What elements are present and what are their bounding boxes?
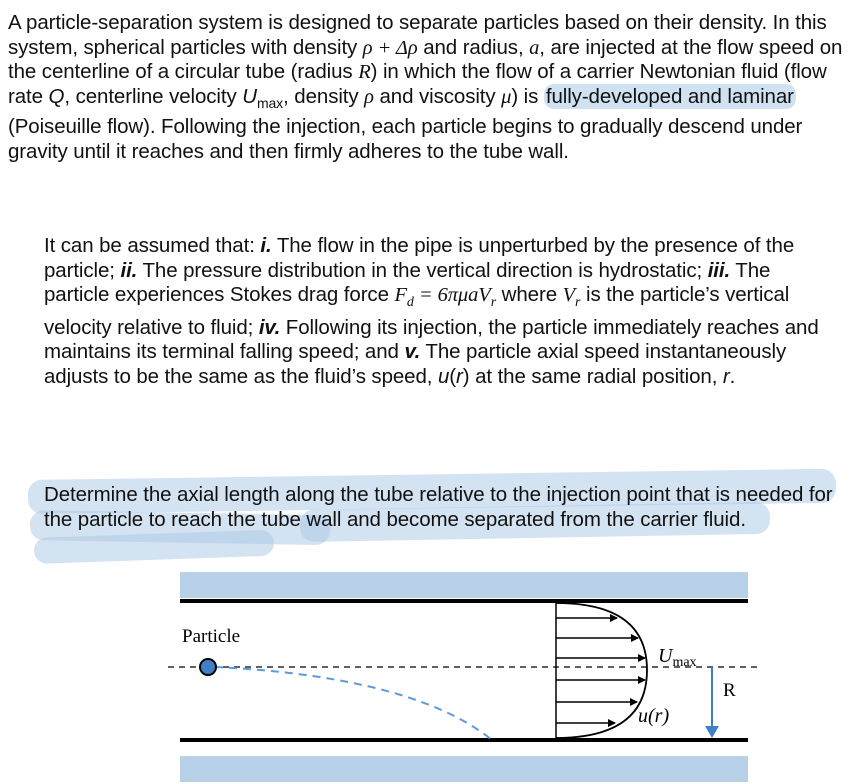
- intro-paragraph: A particle-separation system is designed to separate particles based on their density. In this system, spherical particles with density ρ + Δρ and radius, a, are injected at the flow speed on the centerline of a circular tube (radius R) in which the flow of a carrier Newtonian fluid (flow rate Q, centerline velocity $U_{max}$, density ρ and viscosity μ) is fully-developed and laminar (Poiseuille flow). Following the injection, each particle begins to gradually descend under gravity until it reaches and then firmly adheres to the tube wall.: [8, 11, 843, 163]
- highlighted-phrase: fully-developed and laminar: [545, 84, 794, 108]
- bottom-wall: [180, 756, 748, 782]
- radius-arrow-head: [705, 726, 719, 738]
- particle: [200, 659, 216, 675]
- question-paragraph: Determine the axial length along the tube relative to the injection point that is needed for the particle to reach the tube wall and become separated from the carrier fluid.: [44, 483, 833, 531]
- radius-label: R: [723, 680, 736, 701]
- velocity-arrows: [556, 618, 645, 723]
- particle-label: Particle: [182, 626, 241, 647]
- assumptions-paragraph: It can be assumed that: i. The flow in the pipe is unperturbed by the presence of the particle; ii. The pressure distribution in the vertical direction is hydrostatic; iii. The particle experiences Stokes drag force $F_d = 6\pi\mu aV_r$ where $V_r$ is the particle’s vertical velocity relative to fluid; iv. Following its injection, the particle immediately reaches and maintains its terminal falling speed; and v. The particle axial speed instantaneously adjusts to be the same as the fluid’s speed, u(r) at the same radial position, r.: [44, 234, 819, 388]
- particle-trajectory: [215, 667, 492, 740]
- velocity-profile-curve: [556, 603, 647, 738]
- top-wall: [180, 572, 748, 598]
- pipe-flow-diagram: [0, 570, 852, 784]
- umax-label: $U_{max}$: [658, 645, 697, 670]
- ur-label: u(r): [638, 705, 670, 727]
